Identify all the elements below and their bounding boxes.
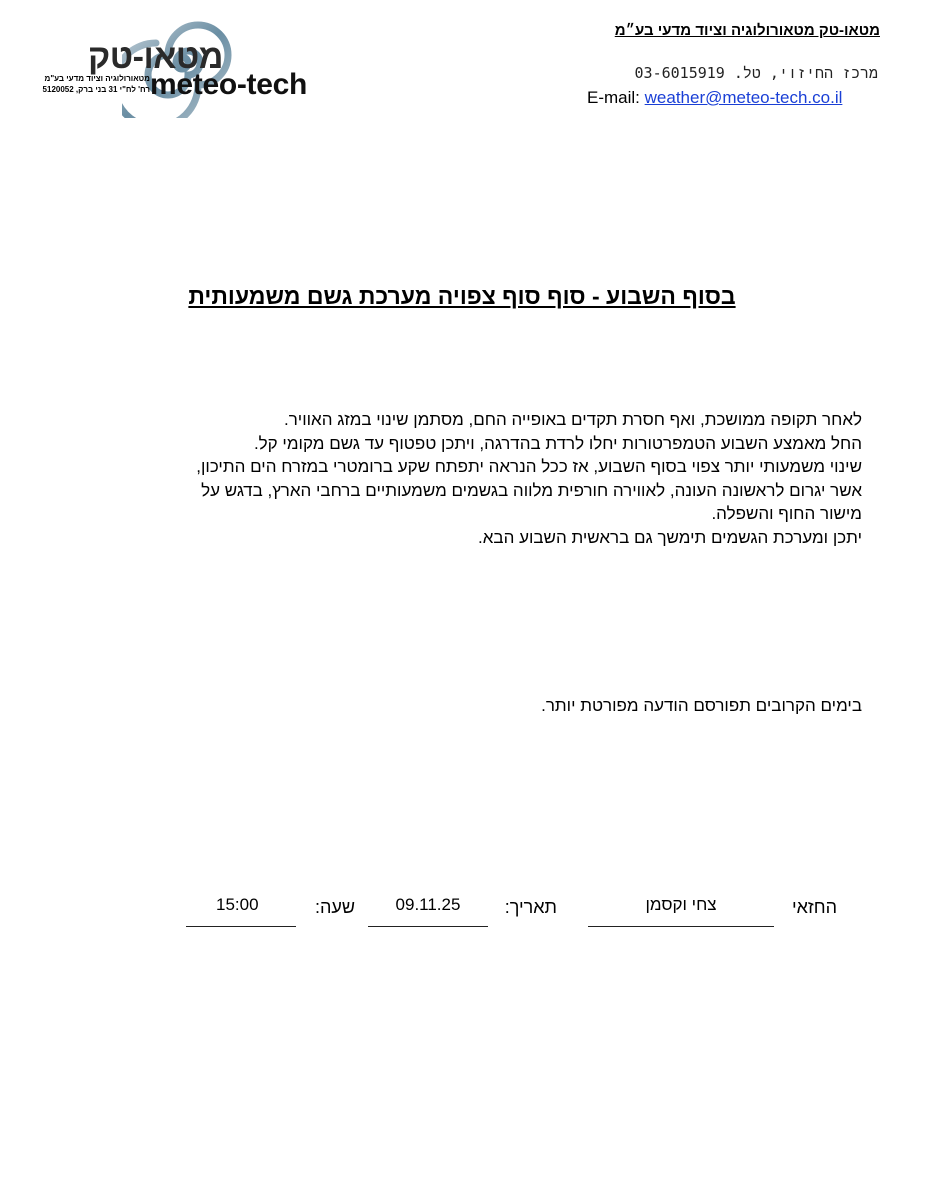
logo-english-name: meteo-tech: [150, 68, 308, 101]
email-line: [587, 88, 842, 108]
logo-subtitle: מטאורולוגיה וציוד מדעי בע"מ: [44, 74, 150, 83]
time-label: שעה:: [314, 897, 355, 917]
date-value: 09.11.25: [368, 895, 488, 927]
body-line: לאחר תקופה ממושכת, ואף חסרת תקדים באופייה החם, מסתמן שינוי במזג האוויר.: [283, 410, 862, 429]
body-line: החל מאמצע השבוע הטמפרטורות יחלו לרדת בהדרגה, ויתכן טפטוף עד גשם מקומי קל.: [253, 433, 862, 453]
email-label: E-mail:: [587, 88, 640, 107]
time-value: 15:00: [186, 895, 296, 927]
company-logo: [22, 8, 312, 118]
phone-number: 03-6015919: [634, 64, 725, 82]
email-link[interactable]: weather@meteo-tech.co.il: [644, 88, 843, 107]
forecast-center-label: מרכז החיזוי, טל.: [733, 64, 878, 82]
forecaster-label: החזאי: [791, 897, 837, 917]
date-label: תאריך:: [504, 897, 557, 917]
forecaster-name: צחי וקסמן: [588, 895, 774, 927]
body-line: מישור החוף והשפלה.: [711, 504, 862, 524]
body-line: שינוי משמעותי יותר צפוי בסוף השבוע, אז ככל הנראה יתפתח שקע ברומטרי במזרח הים התיכון,: [196, 457, 862, 477]
company-name: מטאו-טק מטאורולוגיה וציוד מדעי בע״מ: [614, 22, 880, 39]
body-line: יתכן ומערכת הגשמים תימשך גם בראשית השבוע הבא.: [478, 527, 862, 547]
page-title: בסוף השבוע - סוף סוף צפויה מערכת גשם משמעותית: [188, 283, 736, 309]
forecast-body: [102, 408, 862, 550]
forecast-center-line: [635, 64, 878, 83]
body-line: אשר יגרום לראשונה העונה, לאווירה חורפית מלווה בגשמים משמעותיים ברחבי הארץ, בדגש על: [201, 480, 862, 500]
followup-note: בימים הקרובים תפורסם הודעה מפורטת יותר.: [541, 696, 862, 715]
logo-hebrew-name: מטאו-טק: [88, 38, 223, 76]
logo-address: רח' לח"י 31 בני ברק, 5120052: [42, 85, 150, 94]
